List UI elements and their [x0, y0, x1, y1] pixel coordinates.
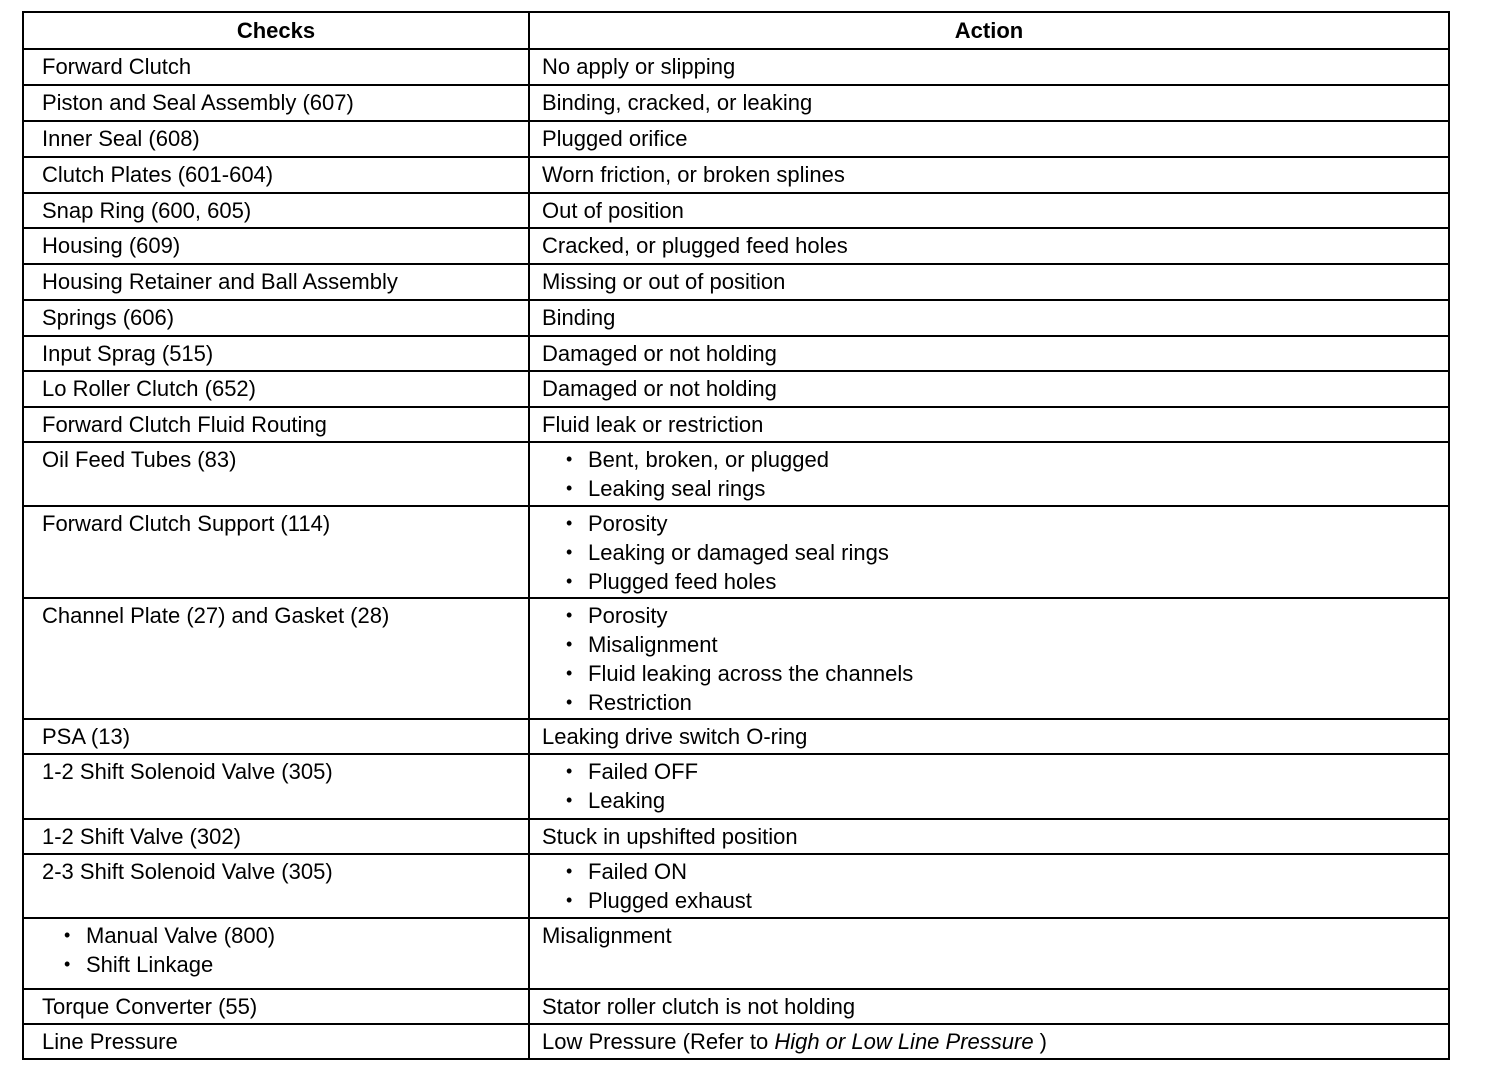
- action-text: Missing or out of position: [542, 269, 786, 294]
- action-cell: [529, 506, 1449, 598]
- action-suffix: ): [1033, 1029, 1048, 1054]
- check-cell: [23, 918, 529, 989]
- table-row: [23, 719, 1449, 754]
- table-row: [23, 598, 1449, 719]
- action-text: Worn friction, or broken splines: [542, 162, 845, 187]
- table-row: [23, 336, 1449, 371]
- action-cell: [529, 989, 1449, 1024]
- action-cell: [529, 264, 1449, 300]
- table-row: [23, 442, 1449, 506]
- action-cell: [529, 442, 1449, 506]
- action-text: Low Pressure (Refer to: [542, 1029, 775, 1054]
- checks-table: [22, 11, 1450, 1060]
- check-text: Oil Feed Tubes (83): [42, 447, 237, 472]
- check-cell: [23, 407, 529, 442]
- action-cell: [529, 819, 1449, 854]
- check-list: [24, 921, 528, 979]
- action-cell: [529, 157, 1449, 193]
- action-cell: [529, 407, 1449, 442]
- table-row: [23, 854, 1449, 918]
- table-row: [23, 264, 1449, 300]
- header-action: Action: [529, 12, 1449, 49]
- check-cell: [23, 1024, 529, 1059]
- action-cell: [529, 336, 1449, 371]
- action-bullet-item: • Misalignment: [566, 630, 1448, 659]
- action-bullet-item: • Failed ON: [566, 857, 1448, 886]
- check-text: Housing Retainer and Ball Assembly: [42, 269, 398, 294]
- check-text: 1-2 Shift Solenoid Valve (305): [42, 759, 333, 784]
- action-cell: [529, 85, 1449, 121]
- action-cell: [529, 193, 1449, 228]
- check-text: 1-2 Shift Valve (302): [42, 824, 241, 849]
- action-bullet-item: • Porosity: [566, 601, 1448, 630]
- table-row: [23, 819, 1449, 854]
- check-text: Line Pressure: [42, 1029, 178, 1054]
- check-cell: [23, 754, 529, 819]
- check-text: Torque Converter (55): [42, 994, 258, 1019]
- check-cell: [23, 49, 529, 85]
- action-text: Fluid leak or restriction: [542, 412, 764, 437]
- header-checks: Checks: [23, 12, 529, 49]
- cross-reference-link[interactable]: High or Low Line Pressure: [774, 1029, 1034, 1054]
- table-row: [23, 85, 1449, 121]
- check-cell: [23, 264, 529, 300]
- action-bullet-item: • Restriction: [566, 688, 1448, 717]
- action-bullet-item: • Plugged feed holes: [566, 567, 1448, 596]
- action-bullet-item: • Leaking or damaged seal rings: [566, 538, 1448, 567]
- action-text: No apply or slipping: [542, 54, 736, 79]
- action-text: Stator roller clutch is not holding: [542, 994, 856, 1019]
- check-cell: [23, 371, 529, 407]
- action-bullet-item: • Bent, broken, or plugged: [566, 445, 1448, 474]
- check-cell: [23, 300, 529, 336]
- table-row: [23, 371, 1449, 407]
- action-cell: [529, 1024, 1449, 1059]
- table-row: [23, 989, 1449, 1024]
- action-bullet-item: • Fluid leaking across the channels: [566, 659, 1448, 688]
- check-text: Housing (609): [42, 233, 181, 258]
- action-text: Stuck in upshifted position: [542, 824, 798, 849]
- action-text: Cracked, or plugged feed holes: [542, 233, 848, 258]
- action-cell: [529, 121, 1449, 157]
- action-cell: [529, 49, 1449, 85]
- action-text: Misalignment: [542, 923, 672, 948]
- table-row: [23, 121, 1449, 157]
- action-list: [530, 509, 1448, 596]
- table-row: [23, 918, 1449, 989]
- check-text: Input Sprag (515): [42, 341, 214, 366]
- action-list: [530, 445, 1448, 503]
- check-cell: [23, 719, 529, 754]
- check-cell: [23, 193, 529, 228]
- check-text: PSA (13): [42, 724, 131, 749]
- check-text: Clutch Plates (601-604): [42, 162, 274, 187]
- check-cell: [23, 157, 529, 193]
- table-row: [23, 157, 1449, 193]
- action-text: Damaged or not holding: [542, 376, 777, 401]
- action-bullet-item: • Leaking seal rings: [566, 474, 1448, 503]
- action-cell: [529, 228, 1449, 264]
- action-text: Binding: [542, 305, 616, 330]
- action-text: Leaking drive switch O-ring: [542, 724, 808, 749]
- check-cell: [23, 989, 529, 1024]
- action-list: [530, 857, 1448, 915]
- action-bullet-item: • Porosity: [566, 509, 1448, 538]
- check-text: Snap Ring (600, 605): [42, 198, 252, 223]
- check-cell: [23, 228, 529, 264]
- check-cell: [23, 336, 529, 371]
- check-text: 2-3 Shift Solenoid Valve (305): [42, 859, 333, 884]
- action-text: Damaged or not holding: [542, 341, 777, 366]
- header-row: [23, 12, 1449, 49]
- check-text: Piston and Seal Assembly (607): [42, 90, 354, 115]
- check-text: Lo Roller Clutch (652): [42, 376, 256, 401]
- table-row: [23, 506, 1449, 598]
- check-cell: [23, 854, 529, 918]
- check-text: Forward Clutch Fluid Routing: [42, 412, 327, 437]
- check-cell: [23, 442, 529, 506]
- action-cell: [529, 719, 1449, 754]
- action-cell: [529, 754, 1449, 819]
- check-cell: [23, 121, 529, 157]
- action-bullet-item: • Plugged exhaust: [566, 886, 1448, 915]
- action-text: Binding, cracked, or leaking: [542, 90, 813, 115]
- check-text: Inner Seal (608): [42, 126, 200, 151]
- action-list: [530, 601, 1448, 717]
- action-text: Plugged orifice: [542, 126, 688, 151]
- action-bullet-item: • Leaking: [566, 786, 1448, 815]
- check-text: Channel Plate (27) and Gasket (28): [42, 603, 390, 628]
- check-text: Forward Clutch: [42, 54, 192, 79]
- check-cell: [23, 598, 529, 719]
- check-cell: [23, 819, 529, 854]
- action-cell: [529, 854, 1449, 918]
- action-cell: [529, 598, 1449, 719]
- check-cell: [23, 506, 529, 598]
- table-row: [23, 49, 1449, 85]
- check-text: Forward Clutch Support (114): [42, 511, 331, 536]
- check-bullet-item: • Shift Linkage: [64, 950, 528, 979]
- check-bullet-item: • Manual Valve (800): [64, 921, 528, 950]
- table-row: [23, 407, 1449, 442]
- table-row: [23, 1024, 1449, 1059]
- action-cell: [529, 300, 1449, 336]
- table-row: [23, 228, 1449, 264]
- action-cell: [529, 918, 1449, 989]
- action-cell: [529, 371, 1449, 407]
- table-row: [23, 754, 1449, 819]
- check-text: Springs (606): [42, 305, 175, 330]
- table-row: [23, 193, 1449, 228]
- action-text: Out of position: [542, 198, 684, 223]
- action-bullet-item: • Failed OFF: [566, 757, 1448, 786]
- action-list: [530, 757, 1448, 815]
- table-row: [23, 300, 1449, 336]
- check-cell: [23, 85, 529, 121]
